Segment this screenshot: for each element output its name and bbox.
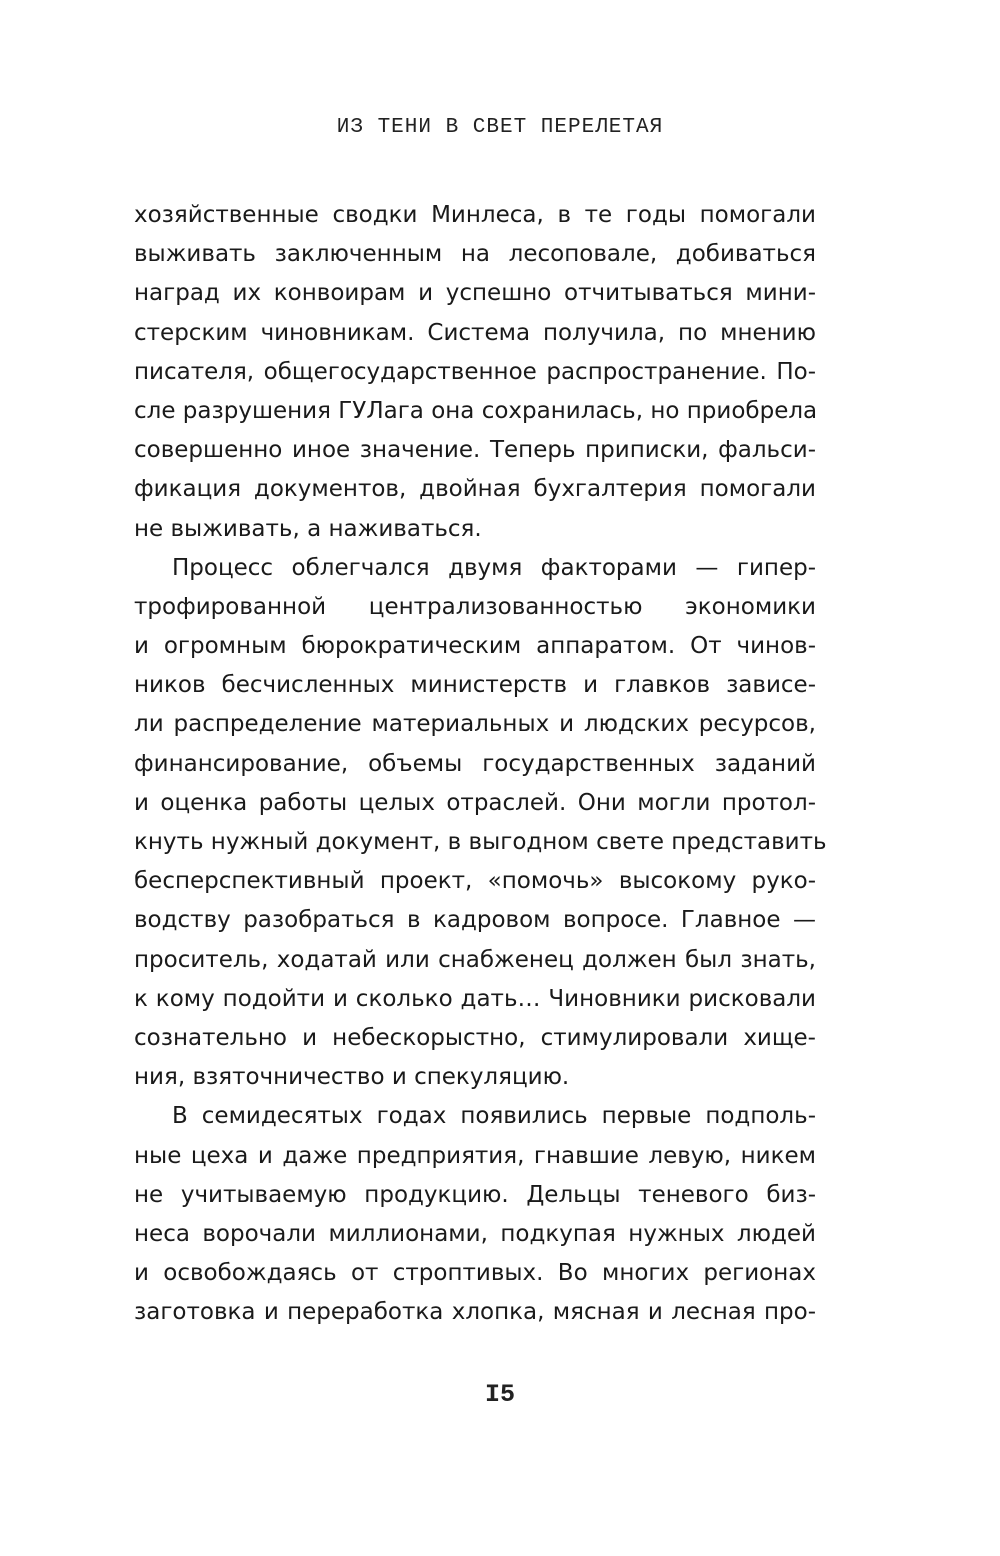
text-line: фикация документов, двойная бухгалтерия помогали	[134, 476, 816, 503]
text-line: не выживать, а наживаться.	[134, 515, 482, 542]
text-line: Процесс облегчался двумя факторами — гипер-	[172, 554, 816, 581]
text-line: кнуть нужный документ, в выгодном свете представить	[134, 829, 827, 855]
text-line: ные цеха и даже предприятия, гнавшие левую, никем	[134, 1142, 816, 1169]
text-line: сле разрушения ГУЛага она сохранилась, но приобрела	[134, 397, 818, 424]
text-line: и оценка работы целых отраслей. Они могли протол-	[134, 789, 816, 816]
text-line: наград их конвоирам и успешно отчитываться мини-	[134, 280, 816, 307]
text-line: В семидесятых годах появились первые подполь-	[172, 1103, 816, 1130]
text-line: водству разобраться в кадровом вопросе. Главное —	[134, 907, 816, 934]
running-head: ИЗ ТЕНИ В СВЕТ ПЕРЕЛЕТАЯ	[336, 116, 664, 139]
text-line: заготовка и переработка хлопка, мясная и лесная про-	[134, 1299, 816, 1326]
text-line: финансирование, объемы государственных заданий	[134, 750, 816, 777]
text-line: стерским чиновникам. Система получила, по мнению	[134, 319, 816, 346]
text-line: к кому подойти и сколько дать… Чиновники рисковали	[134, 985, 816, 1012]
text-line: и огромным бюрократическим аппаратом. От чинов-	[134, 633, 816, 660]
text-line: бесперспективный проект, «помочь» высокому руко-	[134, 868, 816, 895]
text-line: трофированной централизованностью экономики	[134, 593, 816, 620]
text-line: проситель, ходатай или снабженец должен был знать,	[134, 946, 816, 973]
body-text	[134, 196, 827, 1332]
text-line: и освобождаясь от строптивых. Во многих регионах	[134, 1260, 816, 1287]
page-number: I5	[484, 1380, 515, 1409]
text-line: выживать заключенным на лесоповале, добиваться	[134, 241, 816, 268]
text-line: сознательно и небескорыстно, стимулировали хище-	[134, 1024, 816, 1051]
text-line: не учитываемую продукцию. Дельцы теневого биз-	[134, 1181, 816, 1208]
text-line: писателя, общегосударственное распространение. По-	[134, 358, 816, 385]
text-line: ли распределение материальных и людских ресурсов,	[134, 711, 816, 738]
text-line: ния, взяточничество и спекуляцию.	[134, 1064, 570, 1091]
text-line: совершенно иное значение. Теперь приписки, фальси-	[134, 437, 816, 464]
text-line: хозяйственные сводки Минлеса, в те годы помогали	[134, 202, 816, 228]
text-line: ников бесчисленных министерств и главков зависе-	[134, 672, 816, 699]
text-line: неса ворочали миллионами, подкупая нужных людей	[134, 1220, 816, 1247]
